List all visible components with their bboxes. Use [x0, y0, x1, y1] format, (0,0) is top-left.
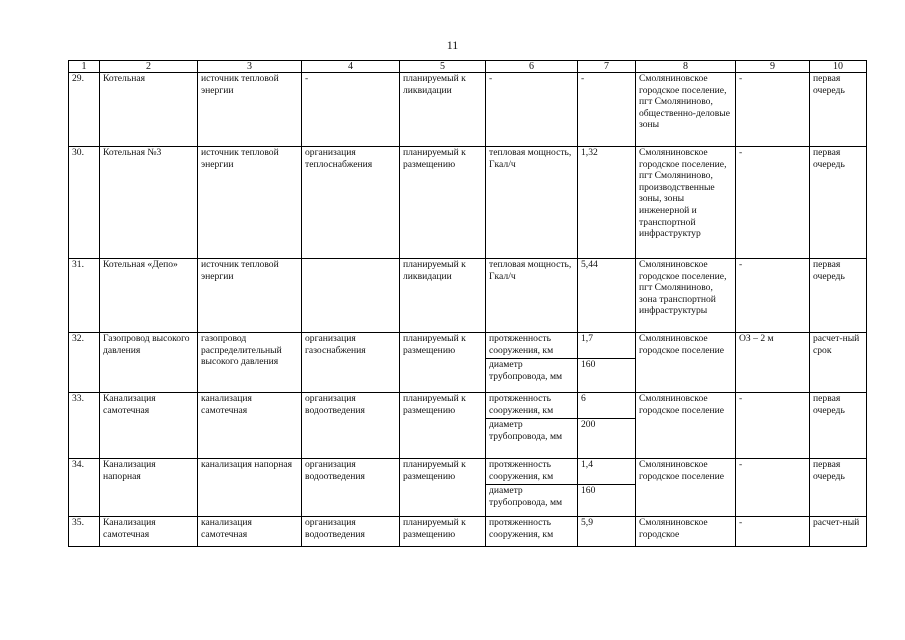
- location: Смоляниновское городское: [636, 517, 736, 547]
- column-header-2: 2: [100, 61, 198, 73]
- responsible-org: организация водоотведения: [302, 459, 400, 517]
- object-name: Котельная «Депо»: [100, 259, 198, 333]
- column-header-9: 9: [736, 61, 810, 73]
- protection-zone: ОЗ – 2 м: [736, 333, 810, 393]
- param-value: 160: [578, 484, 635, 516]
- param-value: -: [581, 73, 585, 84]
- table-row: [69, 73, 867, 147]
- row-number: 30.: [69, 147, 100, 259]
- param-label: протяженность сооружения, км: [489, 393, 554, 416]
- object-status: планируемый к размещению: [400, 459, 486, 517]
- location: Смоляниновское городское поселение: [636, 459, 736, 517]
- page-number: 11: [446, 38, 459, 52]
- param-label: диаметр трубопровода, мм: [486, 358, 577, 392]
- param-label-cell: [486, 517, 578, 547]
- object-type: газопровод распределительный высокого давления: [198, 333, 302, 393]
- implementation-stage: первая очередь: [810, 259, 867, 333]
- column-header-4: 4: [302, 61, 400, 73]
- protection-zone: -: [736, 517, 810, 547]
- row-number: 35.: [69, 517, 100, 547]
- param-value: 1,7: [581, 333, 593, 344]
- param-value: 6: [581, 393, 586, 404]
- implementation-stage: первая очередь: [810, 147, 867, 259]
- object-type: источник тепловой энергии: [198, 259, 302, 333]
- implementation-stage: расчет-ный срок: [810, 333, 867, 393]
- implementation-stage: расчет-ный: [810, 517, 867, 547]
- table-row: [69, 393, 867, 459]
- object-status: планируемый к ликвидации: [400, 73, 486, 147]
- param-label: тепловая мощность, Гкал/ч: [489, 259, 572, 282]
- param-value-cell: [578, 459, 636, 517]
- row-number: 31.: [69, 259, 100, 333]
- param-value: 5,44: [581, 259, 598, 270]
- param-label-cell: [486, 147, 578, 259]
- object-type: источник тепловой энергии: [198, 73, 302, 147]
- responsible-org: организация водоотведения: [302, 393, 400, 459]
- param-value: 1,4: [581, 459, 593, 470]
- param-label-cell: [486, 333, 578, 393]
- column-header-8: 8: [636, 61, 736, 73]
- object-status: планируемый к размещению: [400, 393, 486, 459]
- object-name: Котельная №3: [100, 147, 198, 259]
- responsible-org: организация водоотведения: [302, 517, 400, 547]
- param-value-cell: [578, 517, 636, 547]
- table-row: [69, 333, 867, 393]
- object-status: планируемый к размещению: [400, 517, 486, 547]
- column-number-row: [69, 61, 867, 73]
- implementation-stage: первая очередь: [810, 459, 867, 517]
- object-name: Канализация напорная: [100, 459, 198, 517]
- param-label-cell: [486, 259, 578, 333]
- table-row: [69, 259, 867, 333]
- table-row: [69, 459, 867, 517]
- object-type: канализация самотечная: [198, 393, 302, 459]
- param-value: 200: [578, 418, 635, 458]
- location: Смоляниновское городское поселение: [636, 393, 736, 459]
- param-label: диаметр трубопровода, мм: [486, 418, 577, 458]
- param-label-cell: [486, 73, 578, 147]
- param-label: тепловая мощность, Гкал/ч: [489, 147, 572, 170]
- param-label: протяженность сооружения, км: [489, 333, 554, 356]
- param-value: 5,9: [581, 517, 593, 528]
- row-number: 33.: [69, 393, 100, 459]
- column-header-6: 6: [486, 61, 578, 73]
- protection-zone: -: [736, 147, 810, 259]
- object-status: планируемый к размещению: [400, 147, 486, 259]
- object-type: источник тепловой энергии: [198, 147, 302, 259]
- row-number: 34.: [69, 459, 100, 517]
- protection-zone: -: [736, 73, 810, 147]
- object-name: Газопровод высокого давления: [100, 333, 198, 393]
- object-type: канализация самотечная: [198, 517, 302, 547]
- param-label: диаметр трубопровода, мм: [486, 484, 577, 516]
- column-header-5: 5: [400, 61, 486, 73]
- param-value: 160: [578, 358, 635, 392]
- param-value-cell: [578, 147, 636, 259]
- param-value-cell: [578, 73, 636, 147]
- responsible-org: организация газоснабжения: [302, 333, 400, 393]
- param-label: -: [489, 73, 493, 84]
- param-value-cell: [578, 259, 636, 333]
- row-number: 32.: [69, 333, 100, 393]
- location: Смоляниновское городское поселение, пгт Смоляниново, общественно-деловые зоны: [636, 73, 736, 147]
- responsible-org: организация теплоснабжения: [302, 147, 400, 259]
- object-status: планируемый к размещению: [400, 333, 486, 393]
- param-value: 1,32: [581, 147, 598, 158]
- protection-zone: -: [736, 459, 810, 517]
- row-number: 29.: [69, 73, 100, 147]
- objects-table: [68, 60, 867, 547]
- column-header-1: 1: [69, 61, 100, 73]
- column-header-10: 10: [810, 61, 867, 73]
- object-name: Котельная: [100, 73, 198, 147]
- protection-zone: -: [736, 393, 810, 459]
- protection-zone: -: [736, 259, 810, 333]
- table-body: [69, 73, 867, 547]
- object-name: Канализация самотечная: [100, 517, 198, 547]
- object-type: канализация напорная: [198, 459, 302, 517]
- column-header-7: 7: [578, 61, 636, 73]
- location: Смоляниновское городское поселение: [636, 333, 736, 393]
- param-value-cell: [578, 393, 636, 459]
- param-value-cell: [578, 333, 636, 393]
- table-row: [69, 517, 867, 547]
- param-label-cell: [486, 393, 578, 459]
- responsible-org: -: [302, 73, 400, 147]
- object-status: планируемый к ликвидации: [400, 259, 486, 333]
- param-label-cell: [486, 459, 578, 517]
- column-header-3: 3: [198, 61, 302, 73]
- param-label: протяженность сооружения, км: [489, 517, 554, 540]
- location: Смоляниновское городское поселение, пгт Смоляниново, зона транспортной инфраструктуры: [636, 259, 736, 333]
- object-name: Канализация самотечная: [100, 393, 198, 459]
- table-row: [69, 147, 867, 259]
- implementation-stage: первая очередь: [810, 73, 867, 147]
- param-label: протяженность сооружения, км: [489, 459, 554, 482]
- responsible-org: [302, 259, 400, 333]
- location: Смоляниновское городское поселение, пгт Смоляниново, производственные зоны, зоны инженерной и транспортной инфраструктур: [636, 147, 736, 259]
- implementation-stage: первая очередь: [810, 393, 867, 459]
